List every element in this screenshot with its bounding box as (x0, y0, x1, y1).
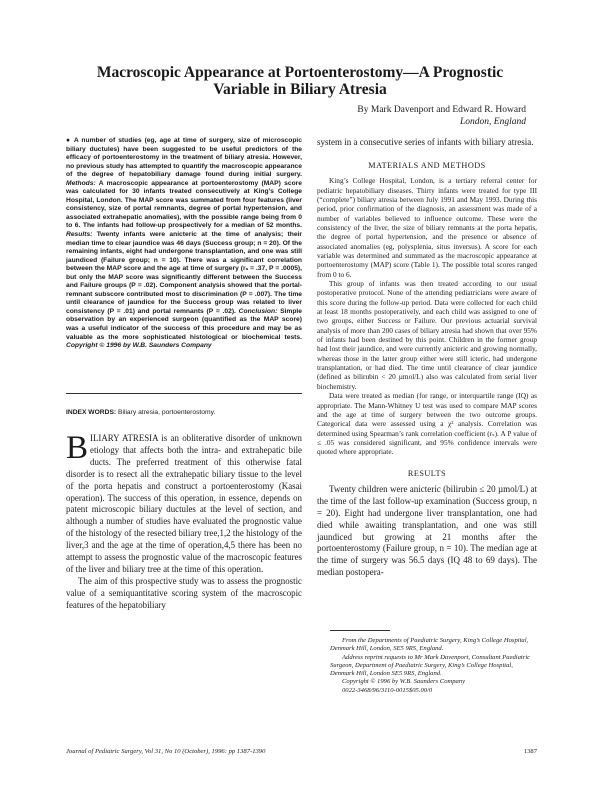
abstract-methods-label: Methods: (66, 179, 96, 187)
footnote-divider (330, 630, 390, 631)
results-heading: RESULTS (407, 468, 447, 478)
introduction (66, 430, 302, 612)
author-location: London, England (460, 117, 526, 127)
abstract-conclusion: Simple observation by an experienced surgeon (quantified as the MAP score) was a useful indicator of the success of this procedure and may be as valuable as the more sophisticated histological or biochemical tests. (66, 307, 302, 341)
abstract-divider (66, 393, 302, 394)
author-block (357, 104, 526, 128)
article-title (60, 64, 540, 98)
intro-continuation: system in a consecutive series of infants with biliary atresia. (317, 137, 534, 147)
drop-cap: B (66, 430, 89, 466)
page-number: 1387 (523, 748, 537, 755)
methods-paragraph-2: This group of infants was then treated according to our usual postoperative protocol. None of the attending pediatricians were aware of this score during the follow-up period. Data were collected for each child at least 18 months postoperatively, and each child was assigned to one of two groups, either Success or Failure. Our previous actuarial survival analysis of more than 200 cases of biliary atresia had shown that over 95% of infants had been destined by this point. Children in the former group had lost their jaundice, and were currently anicteric and growing normally, whereas those in the latter group either were still icteric, had undergone transplantation, or had died. The time until clearance of clear jaundice (defined as bilirubin < 20 µmol/L) also was calculated from serial liver biochemistry. (317, 279, 537, 391)
results-paragraph-1: Twenty children were anicteric (bilirubin ≤ 20 µmol/L) at the time of the last follow-up examination (Success group, n = 20). Eight had undergone liver transplantation, one had died while awaiting transplantation, and one was still jaundiced but growing at 21 months after the portoenterostomy (Failure group, n = 10). The median age at the time of surgery was 56.5 days (IQ 48 to 69 days). The median postopera- (317, 483, 537, 578)
author-names: By Mark Davenport and Edward R. Howard (357, 105, 526, 115)
title-line-1: Macroscopic Appearance at Portoenterostomy—A Prognostic (96, 64, 504, 81)
abstract-methods: A macroscopic appearance at portoenterostomy (MAP) score was calculated for 30 infants treated consecutively at King’s College Hospital, London. The MAP score was summated from four features (liver consistency, size of portal remnants, degree of portal hypertension, and associated extrahepatic anomalies), with the possible range being from 0 to 6. The infants had follow-up prospectively for a median of 52 months. (66, 179, 302, 230)
footnotes (330, 637, 538, 695)
index-words-label: INDEX WORDS: (66, 409, 117, 416)
methods-paragraph-3: Data were treated as median (for range, or interquartile range (IQ) as appropriate. The Mann-Whitney U test was used to compare MAP scores and the age at time of surgery between the two outcome groups. Categorical data were assessed using a χ² analysis. Correlation was determined using Spearman’s rank correlation coefficient (rₛ). A P value of ≤ .05 was considered significant, and 95% confidence intervals were quoted where appropriate. (317, 391, 537, 457)
right-column (317, 137, 537, 579)
footnote-affiliation: From the Departments of Paediatric Surgery, King’s College Hospital, Denmark Hill, London, SE5 9RS, England. (330, 637, 529, 653)
journal-citation: Journal of Pediatric Surgery, Vol 31, No 10 (October), 1996: pp 1387-1390 (66, 748, 266, 755)
intro-paragraph-2: The aim of this prospective study was to assess the prognostic value of a semiquantitative scoring system of the macroscopic features of the hepatobiliary (66, 575, 302, 610)
abstract (66, 137, 302, 351)
methods-paragraph-1: King’s College Hospital, London, is a tertiary referral center for pediatric hepatobiliary diseases. Thirty infants were treated for type III (“complete”) biliary atresia between July 1991 and May 1993. During this period, prior confirmation of the diagnosis, an assessment was made of a number of variables believed to influence outcome. These were the consistency of the liver, the size of biliary remnants at the porta hepatis, the degree of portal hypertension, and the presence or absence of associated anomalies (eg, polysplenia, situs inversus). A score for each variable was determined and summated as the macroscopic appearance at portoenterostomy (MAP) score (Table 1). The possible total scores ranged from 0 to 6. (317, 176, 537, 279)
title-line-2: Variable in Biliary Atresia (213, 81, 387, 98)
index-words-value: Biliary atresia, portoenterostomy. (118, 409, 216, 416)
abstract-intro: ● A number of studies (eg, age at time of surgery, size of microscopic biliary ductules) have been suggested to be useful predictors of the efficacy of portoenterostomy in the treatment of biliary atresia. However, no previous study has attempted to quantify the macroscopic appearance of the degree of hepatobiliary damage found during initial surgery. (66, 137, 302, 179)
footnote-copyright: Copyright © 1996 by W.B. Saunders Company (342, 678, 466, 686)
abstract-copyright: Copyright © 1996 by W.B. Saunders Company (66, 342, 212, 350)
intro-text-1: ILIARY ATRESIA is an obliterative disorder of unknown etiology that affects both the intra- and extrahepatic bile ducts. The preferred treatment of this otherwise fatal disorder is to resect all the extrahepatic biliary tissue to the level of the porta hepatis and construct a portoenterostomy (Kasai operation). The success of this operation, in essence, depends on patent microscopic biliary ductules at the level of section, and although a number of studies have evaluated the prognostic value of the histology of the resected biliary tree,1,2 the histology of the liver,3 and the age at the time of operation,4,5 there has been no attempt to assess the prognostic value of the macroscopic features of the liver and biliary tree at the time of this operation. (66, 433, 302, 574)
abstract-results-label: Results: (66, 231, 93, 239)
abstract-paragraph (66, 137, 302, 351)
abstract-results: Twenty infants were anicteric at the time of analysis; their median time to clear jaundice was 46 days (Success group; n = 20). Of the remaining infants, eight had undergone transplantation, and one was still jaundiced (Failure group; n = 10). There was a significant correlation between the MAP score and the age at time of surgery (rₛ = .37, P = .0005), but only the MAP score was significantly different between the Success and Failure groups (P = .02). Component analysis showed that the portal-remnant subscore contributed most to discrimination (P = .007). The time until clearance of jaundice for the Success group was related to liver consistency (P = .01) and portal remnants (P = .02). (66, 231, 302, 315)
methods-heading: MATERIALS AND METHODS (368, 160, 486, 170)
page-footer (66, 748, 537, 755)
intro-paragraph-1 (66, 430, 302, 576)
index-words (66, 409, 302, 416)
footnote-code: 0022-3468/96/3110-0015$05.00/0 (342, 686, 433, 694)
footnote-reprints: Address reprint requests to Mr Mark Davenport, Consultant Paediatric Surgeon, Department of Paediatric Surgery, King’s College Hospital, Denmark Hill, London SE5 9RS, England. (330, 653, 531, 678)
abstract-conclusion-label: Conclusion: (238, 307, 278, 315)
